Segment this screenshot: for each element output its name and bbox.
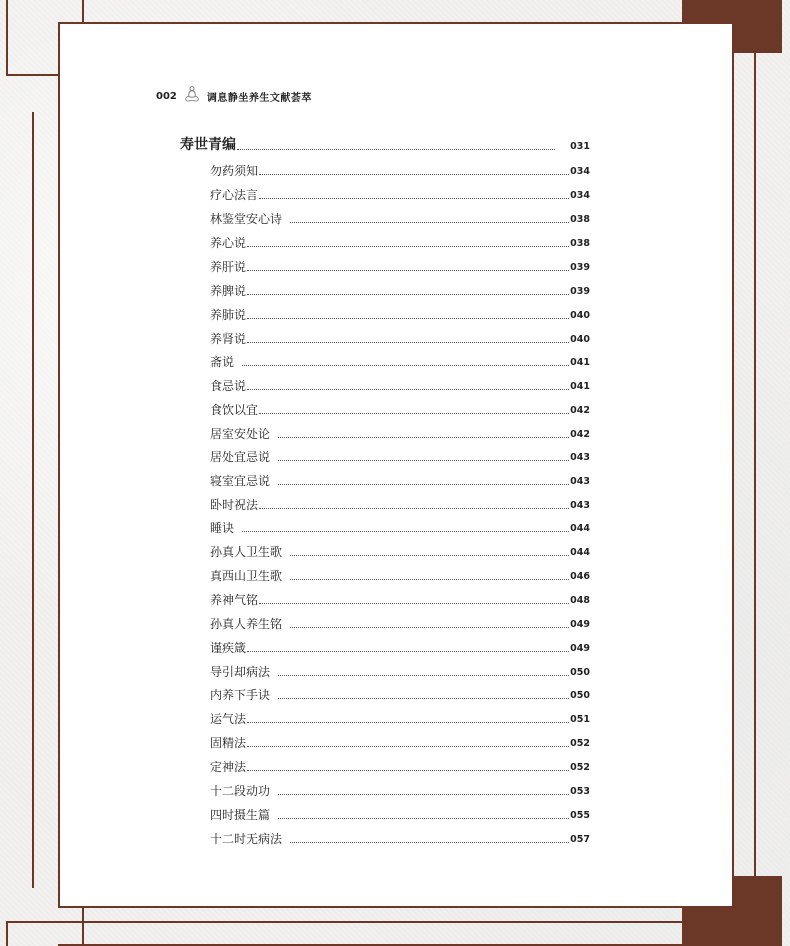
toc-entry[interactable] [210,614,590,632]
toc-section-title: 寿世青编 [180,137,236,153]
toc-entry-title: 孙真人卫生歌 [210,545,283,559]
leader-dots [247,722,569,723]
toc-entry-title: 养脾说 [210,284,247,298]
toc-entry[interactable] [210,424,590,442]
leader-dots [290,222,569,223]
running-header [156,86,312,106]
meditating-figure-icon [183,85,201,107]
leader-dots [247,246,569,247]
leader-dots [242,531,569,532]
leader-dots [242,365,569,366]
toc-entry-page: 042 [570,429,590,440]
toc-entry[interactable] [210,781,590,799]
toc-entry[interactable] [210,709,590,727]
toc-entry-page: 043 [570,452,590,463]
leader-dots [290,842,569,843]
toc-entry[interactable] [210,305,590,323]
toc-entry-page: 038 [570,214,590,225]
toc-entry-page: 042 [570,405,590,416]
toc-entry-page: 044 [570,523,590,534]
toc-entry-title: 定神法 [210,760,247,774]
toc-entry-page: 043 [570,500,590,511]
frame-line-left-inner [32,112,34,888]
toc-entry[interactable] [210,329,590,347]
toc-entry-title: 斋说 [210,355,235,369]
leader-dots [278,818,569,819]
toc-entry[interactable] [210,376,590,394]
leader-dots [247,746,569,747]
toc-entry[interactable] [210,352,590,370]
toc-entry-page: 040 [570,310,590,321]
toc-entry-page: 057 [570,834,590,845]
toc-entry-page: 040 [570,334,590,345]
leader-dots [290,555,569,556]
leader-dots [259,508,569,509]
book-title: 调息静坐养生文献荟萃 [206,92,312,104]
leader-dots [278,460,569,461]
toc-entry-page: 050 [570,667,590,678]
toc-entry-title: 养神气铭 [210,593,259,607]
toc-entry-title: 固精法 [210,736,247,750]
toc-entry-title: 养肾说 [210,332,247,346]
frame-line-top-vertical [82,0,84,22]
toc-entry-title: 真西山卫生歌 [210,569,283,583]
frame-line-right-2 [754,40,756,880]
leader-dots [247,318,569,319]
toc-entry-title: 孙真人养生铭 [210,617,283,631]
toc-entry[interactable] [210,542,590,560]
toc-entry-title: 四时摄生篇 [210,808,271,822]
toc-entry-title: 疗心法言 [210,188,259,202]
frame-line-bottom-mid-vertical [82,906,84,946]
toc-entry-page: 049 [570,619,590,630]
toc-entry[interactable] [210,518,590,536]
toc-entry-title: 导引却病法 [210,665,271,679]
toc-entry[interactable] [210,400,590,418]
toc-entry-title: 食忌说 [210,379,247,393]
toc-entry-page: 050 [570,690,590,701]
frame-line-bottom-left-vertical [6,921,8,946]
toc-section[interactable] [180,136,590,154]
toc-entry-title: 林鉴堂安心诗 [210,212,283,226]
toc-entry-page: 044 [570,547,590,558]
toc-entry[interactable] [210,185,590,203]
toc-entry-title: 居处宜忌说 [210,450,271,464]
leader-dots [278,437,569,438]
leader-dots [247,294,569,295]
toc-entry-page: 049 [570,643,590,654]
toc-entry[interactable] [210,447,590,465]
toc-entry-page: 053 [570,786,590,797]
toc-entry-page: 052 [570,738,590,749]
toc-entry-page: 052 [570,762,590,773]
toc-entry-title: 十二时无病法 [210,832,283,846]
toc-entry-title: 养肺说 [210,308,247,322]
toc-section-page: 031 [570,141,590,152]
toc-entry-title: 养心说 [210,236,247,250]
toc-entry-page: 038 [570,238,590,249]
toc-entry-page: 048 [570,595,590,606]
leader-dots [278,675,569,676]
toc-entry-page: 039 [570,286,590,297]
leader-dots [247,389,569,390]
toc-entry-page: 046 [570,571,590,582]
leader-dots [290,627,569,628]
toc-entry[interactable] [210,233,590,251]
page-number: 002 [156,90,177,102]
leader-dots [278,484,569,485]
toc-entry-title: 十二段动功 [210,784,271,798]
toc-entry-page: 039 [570,262,590,273]
leader-dots [247,270,569,271]
leader-dots [237,149,555,150]
leader-dots [247,651,569,652]
toc-entry-title: 运气法 [210,712,247,726]
leader-dots [278,698,569,699]
leader-dots [290,579,569,580]
toc-entry[interactable] [210,757,590,775]
leader-dots [247,770,569,771]
toc-entry[interactable] [210,281,590,299]
toc-entry-title: 睡诀 [210,521,235,535]
leader-dots [259,603,569,604]
toc-entry-page: 034 [570,190,590,201]
toc-entry-title: 内养下手诀 [210,688,271,702]
toc-entry[interactable] [210,257,590,275]
toc-entry[interactable] [210,829,590,847]
toc-entry-title: 卧时祝法 [210,498,259,512]
toc-entry-page: 034 [570,166,590,177]
toc-entry-page: 055 [570,810,590,821]
leader-dots [247,342,569,343]
toc-entry-title: 居室安处论 [210,427,271,441]
leader-dots [259,198,569,199]
toc-entry-page: 051 [570,714,590,725]
leader-dots [259,174,569,175]
toc-entry[interactable] [210,590,590,608]
toc-entry[interactable] [210,161,590,179]
toc-entry-title: 谨疾箴 [210,641,247,655]
toc-entry-page: 041 [570,357,590,368]
toc-entry[interactable] [210,566,590,584]
toc-entry-title: 食饮以宜 [210,403,259,417]
toc-entry-page: 041 [570,381,590,392]
toc-entry[interactable] [210,805,590,823]
toc-entry-title: 勿药须知 [210,164,259,178]
toc-entry[interactable] [210,471,590,489]
toc-entry-title: 寝室宜忌说 [210,474,271,488]
toc-entry[interactable] [210,209,590,227]
toc-entry[interactable] [210,685,590,703]
toc-entry[interactable] [210,495,590,513]
leader-dots [259,413,569,414]
book-page [58,22,734,908]
toc-entry-title: 养肝说 [210,260,247,274]
toc-entry[interactable] [210,733,590,751]
toc-entry[interactable] [210,638,590,656]
toc-entry[interactable] [210,662,590,680]
leader-dots [278,794,569,795]
frame-line-bottom-1 [6,921,686,923]
toc-entry-page: 043 [570,476,590,487]
